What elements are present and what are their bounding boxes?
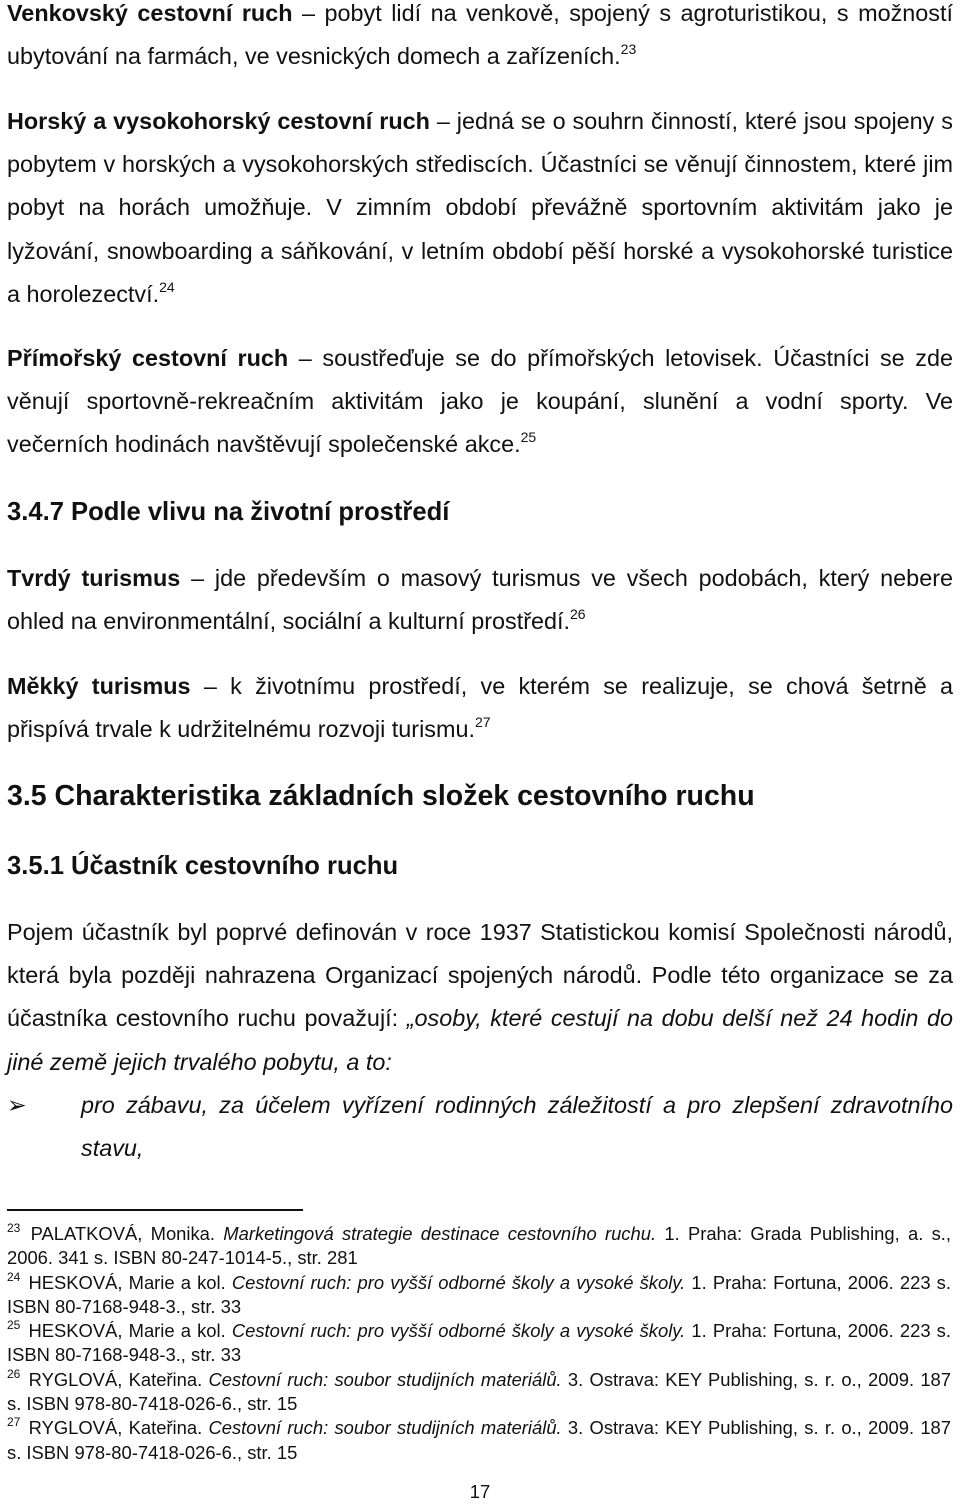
heading-3-5: 3.5 Charakteristika základních složek cestovního ruchu <box>7 780 755 812</box>
heading-3-5-1: 3.5.1 Účastník cestovního ruchu <box>7 852 399 880</box>
footnote-number: 26 <box>7 1366 21 1381</box>
bullet-text: pro zábavu, za účelem vyřízení rodinných záležitostí a pro zlepšení zdravotního stavu, <box>81 1092 953 1162</box>
paragraph-hard-tourism <box>7 557 953 643</box>
paragraph-participant-definition <box>7 911 953 1084</box>
footnote-ref: 27 <box>474 714 491 731</box>
footnote-author: HESKOVÁ, Marie a kol. <box>22 1271 232 1293</box>
paragraph-text: – soustřeďuje se do přímořských letovisek. Účastníci se zde věnují sportovně-rekreačním aktivitám jako je koupání, slunění a vodní sporty. Ve večerních hodinách navštěvují společenské akce. <box>7 345 953 458</box>
footnote-number: 24 <box>7 1269 21 1284</box>
footnote-publication: 1. Praha: Fortuna, 2006. 223 s. ISBN 80-7168-948-3., str. 33 <box>7 1271 951 1317</box>
footnote <box>7 1222 951 1271</box>
paragraph-text: Pojem účastník byl poprvé definován v roce 1937 Statistickou komisí Společnosti národů, která byla později nahrazena Organizací spojených národů. Podle této organizace se za účastníka cestovního ruchu považují: <box>7 919 953 1032</box>
footnote <box>7 1416 951 1465</box>
arrow-bullet-icon: ➢ <box>7 1092 27 1118</box>
heading-3-4-7: 3.4.7 Podle vlivu na životní prostředí <box>7 498 450 526</box>
footnote-author: PALATKOVÁ, Monika. <box>22 1223 224 1244</box>
term-soft-tourism: Měkký turismus <box>7 673 191 699</box>
paragraph-soft-tourism <box>7 665 953 751</box>
footnote-title: Cestovní ruch: pro vyšší odborné školy a vysoké školy. <box>231 1271 686 1293</box>
footnote-author: RYGLOVÁ, Kateřina. <box>22 1417 209 1439</box>
paragraph-text: – k životnímu prostředí, ve kterém se realizuje, se chová šetrně a přispívá trvale k udržitelnému rozvoji turismu. <box>7 673 953 743</box>
footnote <box>7 1319 951 1368</box>
term-hard-tourism: Tvrdý turismus <box>7 565 181 591</box>
footnote-number: 27 <box>7 1415 21 1430</box>
footnote-publication: 1. Praha: Grada Publishing, a. s., 2006. 341 s. ISBN 80-247-1014-5., str. 281 <box>7 1223 952 1269</box>
footnote-ref: 23 <box>620 41 637 58</box>
paragraph-mountain-tourism <box>7 100 953 316</box>
footnote-title: Cestovní ruch: pro vyšší odborné školy a vysoké školy. <box>231 1320 686 1342</box>
footnote-publication: 3. Ostrava: KEY Publishing, s. r. o., 2009. 187 s. ISBN 978-80-7418-026-6., str. 15 <box>7 1368 951 1415</box>
footnote-author: RYGLOVÁ, Kateřina. <box>22 1368 209 1390</box>
footnote-title: Cestovní ruch: soubor studijních materiálů. <box>208 1417 562 1439</box>
paragraph-text: – jde především o masový turismus ve všech podobách, který nebere ohled na environmentální, sociální a kulturní prostředí. <box>7 565 953 635</box>
footnote-publication: 3. Ostrava: KEY Publishing, s. r. o., 2009. 187 s. ISBN 978-80-7418-026-6., str. 15 <box>7 1417 951 1463</box>
paragraph-text: – jedná se o souhrn činností, které jsou spojeny s pobytem v horských a vysokohorských střediscích. Účastníci se věnují činnostem, které jim pobyt na horách umožňuje. V zimním období převážně sportovním aktivitám jako je lyžování, snowboarding a sáňkování, v letním období pěší horské a vysokohorské turistice a horolezectví. <box>7 108 953 307</box>
footnote <box>7 1368 951 1417</box>
term-rural-tourism: Venkovský cestovní ruch <box>7 0 293 26</box>
footnote-title: Cestovní ruch: soubor studijních materiálů. <box>208 1368 562 1390</box>
page-number: 17 <box>469 1481 491 1502</box>
footnote-number: 25 <box>7 1318 21 1333</box>
footnote-title: Marketingová strategie destinace cestovního ruchu. <box>223 1223 657 1244</box>
footnote-ref: 26 <box>570 606 586 623</box>
paragraph-seaside-tourism <box>7 337 953 467</box>
footnote-divider <box>7 1209 303 1211</box>
paragraph-text: – pobyt lidí na venkově, spojený s agroturistikou, s možností ubytování na farmách, ve vesnických domech a zařízeních. <box>7 0 954 70</box>
footnote <box>7 1271 951 1320</box>
footnote-ref: 24 <box>159 278 175 295</box>
definition-quote: „osoby, které cestují na dobu delší než 24 hodin do jiné země jejich trvalého pobytu, a to: <box>7 1005 953 1075</box>
footnote-number: 23 <box>7 1221 21 1235</box>
term-mountain-tourism: Horský a vysokohorský cestovní ruch <box>7 108 430 134</box>
footnote-ref: 25 <box>520 429 537 446</box>
footnote-author: HESKOVÁ, Marie a kol. <box>22 1320 232 1342</box>
paragraph-rural-tourism <box>7 0 953 78</box>
bullet-item <box>7 1084 953 1170</box>
footnotes <box>7 1222 951 1465</box>
term-seaside-tourism: Přímořský cestovní ruch <box>7 345 289 371</box>
footnote-publication: 1. Praha: Fortuna, 2006. 223 s. ISBN 80-7168-948-3., str. 33 <box>7 1320 951 1366</box>
